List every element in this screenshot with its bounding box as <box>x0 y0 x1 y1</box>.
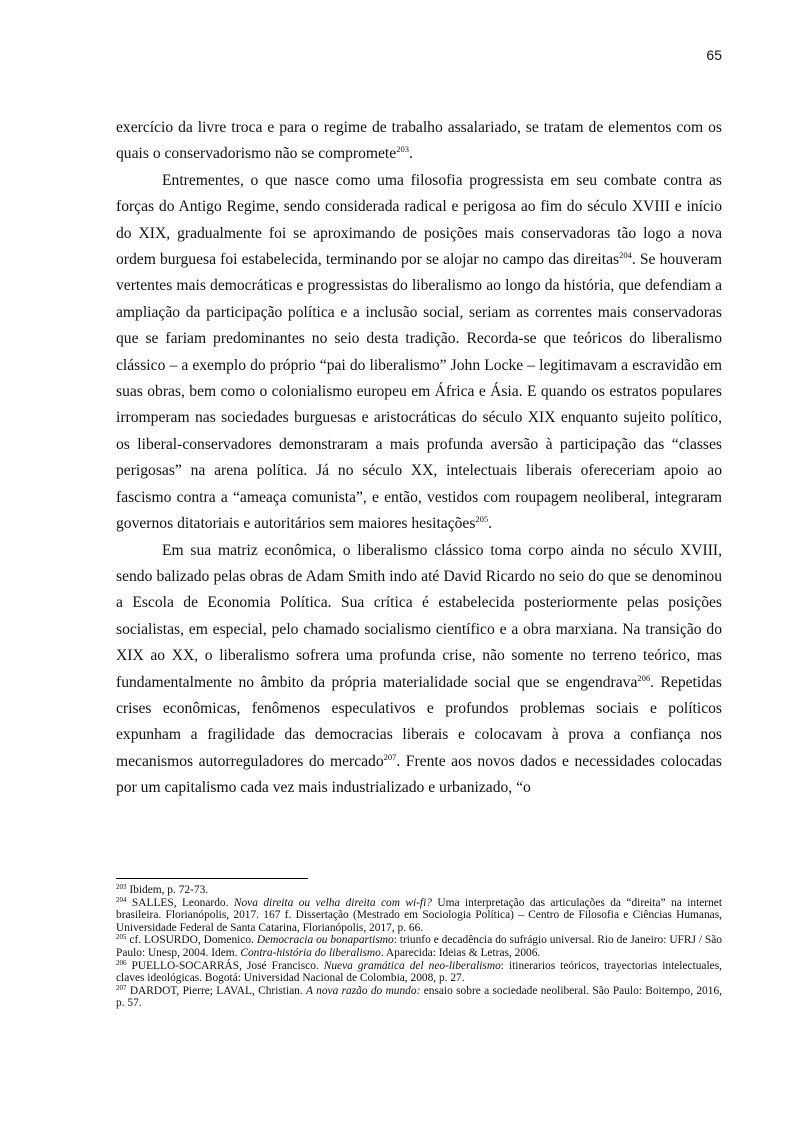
text-run: Ibidem, p. 72-73. <box>126 884 209 896</box>
footnotes <box>116 884 722 1010</box>
text-run: DARDOT, Pierre; LAVAL, Christian. <box>126 984 307 997</box>
footnote-ref: 206 <box>637 672 651 683</box>
paragraph <box>116 538 722 802</box>
text-run: Entrementes, o que nasce como uma filosofia progressista em seu combate contra as forças do Antigo Regime, sendo considerada radical e perigosa ao fim do século XVIII e início do XIX, gradualmente foi se aproximando de posições mais conservadoras tão logo a nova ordem burguesa foi estabelecida, terminando por se alojar no campo das direitas <box>116 171 722 269</box>
italic-title: Nova direita ou velha direita com wi-fi? <box>233 896 432 909</box>
text-run: PUELLO-SOCARRÁS, José Francisco. <box>126 959 324 972</box>
body-text <box>116 115 722 802</box>
italic-title: A nova razão do mundo: <box>306 984 421 997</box>
footnote-ref: 207 <box>116 983 127 992</box>
text-run: ensaio sobre a sociedade neoliberal. São Paulo: Boitempo, 2016, p. 57. <box>116 984 722 1010</box>
text-run: : itinerarios teóricos, trayectorias intelectuales, claves ideológicas. Bogotá: Universidad Nacional de Colombia, 2008, p. 27. <box>116 959 722 985</box>
footnote-divider <box>116 878 308 879</box>
footnote <box>116 985 722 1010</box>
footnote-ref: 205 <box>475 514 489 525</box>
footnote-ref: 205 <box>116 933 127 942</box>
paragraph <box>116 115 722 168</box>
footnote-ref: 204 <box>116 895 127 904</box>
text-run: SALLES, Leonardo. <box>126 896 234 909</box>
footnote <box>116 960 722 985</box>
text-run: exercício da livre troca e para o regime de trabalho assalariado, se tratam de elementos com os quais o conservadorismo não se compromete <box>116 119 722 163</box>
footnote-ref: 203 <box>116 883 127 891</box>
text-run: . Repetidas crises econômicas, fenômenos especulativos e profundos problemas sociais e políticos expunham a fragilidade das democracias liberais e colocavam à prova a confiança nos mecanismos autorreguladores do mercado <box>116 673 722 770</box>
text-run: . Aparecida: Ideias & Letras, 2006. <box>380 946 541 959</box>
text-run: : triunfo e decadência do sufrágio universal. Rio de Janeiro: UFRJ / São Paulo: Unesp, 2004. Idem. <box>116 934 723 959</box>
footnote-ref: 204 <box>619 250 632 261</box>
footnote <box>116 884 722 897</box>
paragraph <box>116 168 722 538</box>
page-number: 65 <box>706 47 722 63</box>
text-run: . Frente aos novos dados e necessidades colocadas por um capitalismo cada vez mais industrializado e urbanizado, “o <box>116 752 722 797</box>
italic-title: Nueva gramática del neo-liberalismo <box>323 959 501 972</box>
footnote <box>116 934 722 959</box>
footnote <box>116 897 722 935</box>
text-run: Em sua matriz econômica, o liberalismo clássico toma corpo ainda no século XVIII, sendo balizado pelas obras de Adam Smith indo até David Ricardo no seio do que se denominou a Escola de Economia Política. Sua crítica é estabelecida posteriormente pelas posições socialistas, em especial, pelo chamado socialismo científico e a obra marxiana. Na transição do XIX ao XX, o liberalismo sofrera uma profunda crise, não somente no terreno teórico, mas fundamentalmente no âmbito da própria materialidade social que se engendrava <box>116 541 722 691</box>
italic-title: Contra-história do liberalismo <box>240 946 381 959</box>
text-run: cf. LOSURDO, Domenico. <box>126 934 257 947</box>
text-run: Uma interpretação das articulações da “direita” na internet brasileira. Florianópolis, 2017. 167 f. Dissertação (Mestrado em Sociologia Política) – Centro de Filosofia e Ciências Humanas, Universidade Federal de Santa Catarina, Florianópolis, 2017, p. 66. <box>116 896 722 934</box>
footnote-ref: 207 <box>383 751 397 762</box>
text-run: . Se houveram vertentes mais democráticas e progressistas do liberalismo ao longo da história, que defendiam a ampliação da participação política e a inclusão social, seriam as correntes mais conservadoras que se fariam predominantes no seio desta tradição. Recorda-se que teóricos do liberalismo clássico – a exemplo do próprio “pai do liberalismo” John Locke – legitimavam a escravidão em suas obras, bem como o colonialismo europeu em África e Ásia. E quando os estratos populares irromperam nas sociedades burguesas e aristocráticas do século XIX enquanto sujeito político, os liberal-conservadores demonstraram a mais profunda aversão à participação das “classes perigosas” na arena política. Já no século XX, intelectuais liberais ofereceriam apoio ao fascismo contra a “ameaça comunista”, e então, vestidos com roupagem neoliberal, integraram governos ditatoriais e autoritários sem maiores hesitações <box>116 251 722 533</box>
text-run: . <box>408 145 413 163</box>
italic-title: Democracia ou bonapartismo <box>256 934 394 947</box>
footnote-ref: 206 <box>116 958 127 967</box>
footnote-ref: 203 <box>396 144 409 155</box>
text-run: . <box>488 515 493 533</box>
